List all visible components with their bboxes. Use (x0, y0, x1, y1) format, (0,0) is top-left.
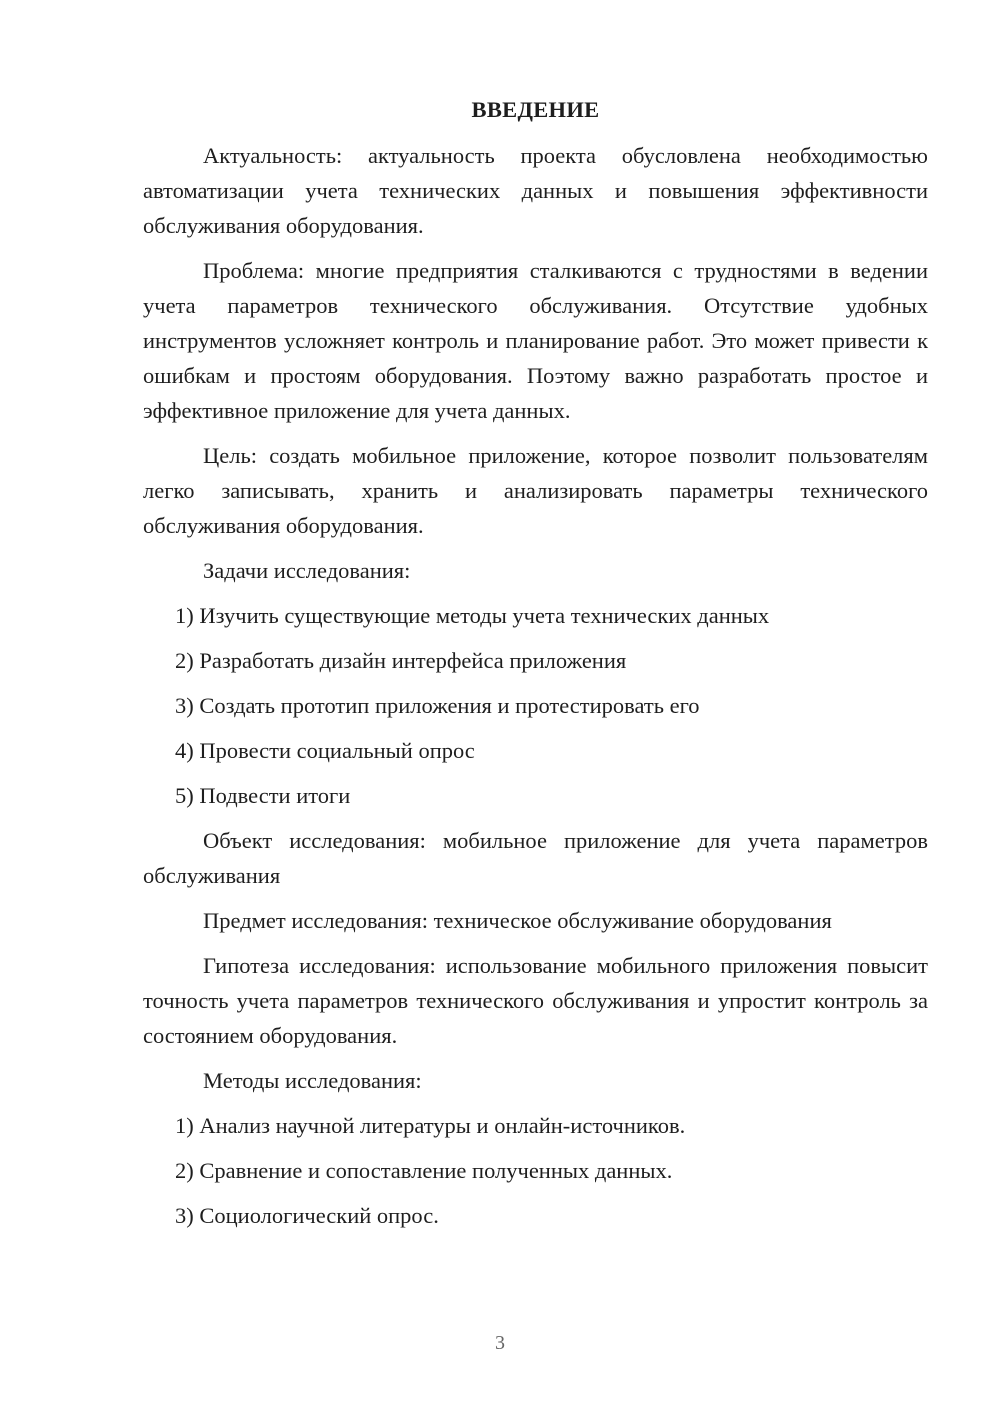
goal-paragraph: Цель: создать мобильное приложение, которое позволит пользователям легко записывать, хранить и анализировать параметры технического обслуживания оборудования. (143, 443, 928, 538)
tasks-heading: Задачи исследования: (203, 558, 411, 583)
document-page (143, 92, 928, 1243)
method-item: 3) Социологический опрос. (175, 1203, 439, 1228)
section-title: ВВЕДЕНИЕ (471, 97, 600, 122)
method-item: 2) Сравнение и сопоставление полученных данных. (175, 1158, 673, 1183)
subject-paragraph: Предмет исследования: техническое обслуживание оборудования (203, 908, 832, 933)
task-item: 2) Разработать дизайн интерфейса приложения (175, 648, 627, 673)
method-item: 1) Анализ научной литературы и онлайн-источников. (175, 1113, 686, 1138)
page-number: 3 (495, 1332, 505, 1354)
hypothesis-paragraph: Гипотеза исследования: использование мобильного приложения повысит точность учета параметров технического обслуживания и упростит контроль за состоянием оборудования. (143, 953, 928, 1048)
methods-heading: Методы исследования: (203, 1068, 422, 1093)
task-item: 1) Изучить существующие методы учета технических данных (175, 603, 770, 628)
task-item: 3) Создать прототип приложения и протестировать его (175, 693, 700, 718)
task-item: 5) Подвести итоги (175, 783, 351, 808)
problem-paragraph: Проблема: многие предприятия сталкиваются с трудностями в ведении учета параметров технического обслуживания. Отсутствие удобных инструментов усложняет контроль и планирование работ. Это может привести к ошибкам и простоям оборудования. Поэтому важно разработать простое и эффективное приложение для учета данных. (143, 258, 928, 423)
relevance-paragraph: Актуальность: актуальность проекта обусловлена необходимостью автоматизации учета технических данных и повышения эффективности обслуживания оборудования. (143, 143, 928, 238)
object-paragraph: Объект исследования: мобильное приложение для учета параметров обслуживания (143, 828, 928, 888)
task-item: 4) Провести социальный опрос (175, 738, 475, 763)
